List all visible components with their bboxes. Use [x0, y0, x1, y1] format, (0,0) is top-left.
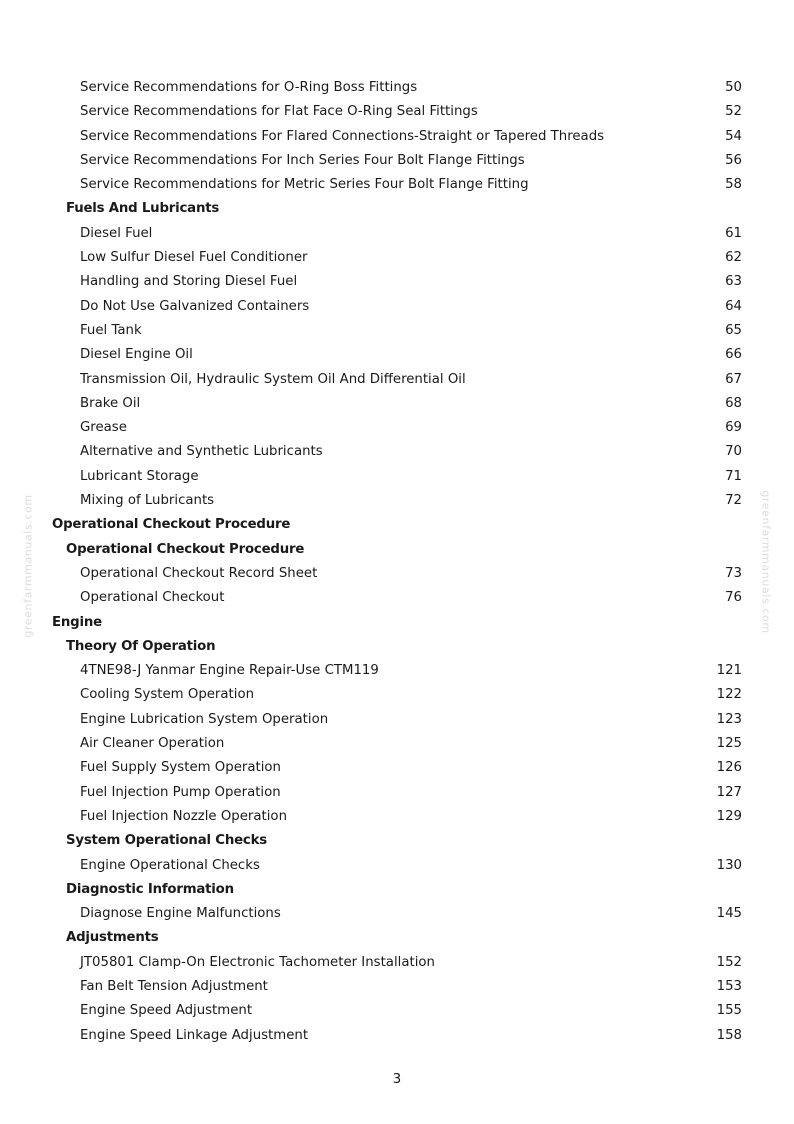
toc-entry-page-number: 155 — [716, 1003, 742, 1019]
toc-entry-label: Operational Checkout Procedure — [66, 541, 305, 557]
toc-entry-page-number: 64 — [725, 298, 742, 314]
toc-entry-label: Alternative and Synthetic Lubricants — [80, 444, 323, 460]
toc-entry-label: Service Recommendations for Metric Series Four Bolt Flange Fitting — [80, 177, 529, 193]
toc-entry-label: Engine Operational Checks — [80, 857, 260, 873]
toc-entry[interactable] — [0, 756, 794, 780]
toc-entry-label: Operational Checkout Record Sheet — [80, 565, 318, 581]
toc-entry-label: Fuel Injection Nozzle Operation — [80, 808, 287, 824]
toc-entry-page-number: 76 — [725, 590, 742, 606]
toc-section-heading[interactable] — [0, 611, 794, 635]
toc-section-heading[interactable] — [0, 513, 794, 537]
toc-entry-page-number: 61 — [725, 225, 742, 241]
toc-entry-label: Diagnostic Information — [66, 881, 234, 897]
toc-entry-label: Fan Belt Tension Adjustment — [80, 978, 268, 994]
toc-subsection-heading[interactable] — [0, 926, 794, 950]
toc-entry-label: Transmission Oil, Hydraulic System Oil And Differential Oil — [80, 371, 466, 387]
toc-entry[interactable] — [0, 465, 794, 489]
toc-entry[interactable] — [0, 295, 794, 319]
toc-entry-label: Brake Oil — [80, 395, 141, 411]
toc-entry-page-number: 54 — [725, 128, 742, 144]
toc-entry[interactable] — [0, 392, 794, 416]
toc-entry-label: Air Cleaner Operation — [80, 736, 225, 752]
toc-entry-page-number: 72 — [725, 493, 742, 509]
toc-entry-page-number: 68 — [725, 395, 742, 411]
toc-entry-label: Fuel Supply System Operation — [80, 760, 281, 776]
toc-entry-label: Engine Speed Adjustment — [80, 1003, 253, 1019]
toc-entry-page-number: 62 — [725, 250, 742, 266]
toc-entry-label: System Operational Checks — [66, 833, 267, 849]
toc-entry-label: Service Recommendations For Inch Series Four Bolt Flange Fittings — [80, 152, 525, 168]
toc-entry-page-number: 56 — [725, 152, 742, 168]
toc-subsection-heading[interactable] — [0, 878, 794, 902]
toc-entry[interactable] — [0, 951, 794, 975]
toc-entry[interactable] — [0, 999, 794, 1023]
toc-entry-page-number: 58 — [725, 177, 742, 193]
toc-entry-label: Service Recommendations For Flared Connections-Straight or Tapered Threads — [80, 128, 605, 144]
toc-entry[interactable] — [0, 732, 794, 756]
toc-subsection-heading[interactable] — [0, 829, 794, 853]
toc-entry-page-number: 158 — [716, 1027, 742, 1043]
toc-entry[interactable] — [0, 100, 794, 124]
toc-entry-label: Fuel Injection Pump Operation — [80, 784, 281, 800]
toc-entry-page-number: 73 — [725, 565, 742, 581]
toc-entry-label: Diagnose Engine Malfunctions — [80, 906, 281, 922]
toc-entry-label: Adjustments — [66, 930, 159, 946]
toc-entry-label: Fuel Tank — [80, 322, 142, 338]
toc-entry[interactable] — [0, 781, 794, 805]
toc-entry-label: Engine — [52, 614, 102, 630]
toc-entry[interactable] — [0, 854, 794, 878]
toc-entry-page-number: 126 — [716, 760, 742, 776]
toc-entry[interactable] — [0, 1024, 794, 1048]
toc-entry-page-number: 130 — [716, 857, 742, 873]
toc-entry-page-number: 70 — [725, 444, 742, 460]
toc-entry[interactable] — [0, 440, 794, 464]
toc-entry-page-number: 145 — [716, 906, 742, 922]
toc-entry[interactable] — [0, 368, 794, 392]
toc-entry-label: Operational Checkout — [80, 590, 225, 606]
toc-entry-label: Do Not Use Galvanized Containers — [80, 298, 310, 314]
page-number: 3 — [392, 1072, 402, 1087]
toc-entry[interactable] — [0, 416, 794, 440]
toc-entry-label: Cooling System Operation — [80, 687, 255, 703]
toc-entry-page-number: 122 — [716, 687, 742, 703]
toc-entry[interactable] — [0, 659, 794, 683]
toc-entry[interactable] — [0, 562, 794, 586]
toc-entry-label: Diesel Engine Oil — [80, 347, 193, 363]
toc-entry-page-number: 129 — [716, 808, 742, 824]
toc-subsection-heading[interactable] — [0, 635, 794, 659]
toc-entry-label: 4TNE98-J Yanmar Engine Repair-Use CTM119 — [80, 663, 379, 679]
toc-entry-page-number: 71 — [725, 468, 742, 484]
toc-entry-page-number: 50 — [725, 80, 742, 95]
toc-entry-page-number: 121 — [716, 663, 742, 679]
watermark-left: greenfarmmanuals.com — [21, 494, 35, 638]
toc-entry-page-number: 127 — [716, 784, 742, 800]
toc-entry-page-number: 63 — [725, 274, 742, 290]
toc-entry-page-number: 65 — [725, 322, 742, 338]
toc-entry[interactable] — [0, 222, 794, 246]
toc-entry-label: Service Recommendations for O-Ring Boss Fittings — [80, 80, 418, 95]
toc-entry-page-number: 67 — [725, 371, 742, 387]
toc-entry-label: JT05801 Clamp-On Electronic Tachometer Installation — [80, 954, 435, 970]
toc-entry[interactable] — [0, 683, 794, 707]
toc-entry[interactable] — [0, 489, 794, 513]
toc-entry[interactable] — [0, 270, 794, 294]
table-of-contents — [0, 76, 794, 1048]
watermark-right: greenfarmmanuals.com — [759, 490, 773, 634]
toc-entry-label: Engine Speed Linkage Adjustment — [80, 1027, 309, 1043]
toc-entry[interactable] — [0, 902, 794, 926]
toc-entry-label: Low Sulfur Diesel Fuel Conditioner — [80, 250, 308, 266]
toc-entry-label: Operational Checkout Procedure — [52, 517, 291, 533]
toc-entry-label: Mixing of Lubricants — [80, 493, 215, 509]
toc-entry[interactable] — [0, 975, 794, 999]
toc-subsection-heading[interactable] — [0, 197, 794, 221]
toc-entry-label: Grease — [80, 420, 127, 436]
toc-entry-label: Diesel Fuel — [80, 225, 153, 241]
toc-entry[interactable] — [0, 586, 794, 610]
toc-entry-label: Handling and Storing Diesel Fuel — [80, 274, 298, 290]
toc-entry-page-number: 153 — [716, 978, 742, 994]
toc-entry[interactable] — [0, 805, 794, 829]
toc-entry[interactable] — [0, 246, 794, 270]
toc-entry-page-number: 123 — [716, 711, 742, 727]
toc-entry[interactable] — [0, 173, 794, 197]
toc-entry-label: Engine Lubrication System Operation — [80, 711, 329, 727]
toc-entry[interactable] — [0, 708, 794, 732]
toc-entry-page-number: 69 — [725, 420, 742, 436]
toc-entry-page-number: 66 — [725, 347, 742, 363]
toc-entry-label: Fuels And Lubricants — [66, 201, 220, 217]
toc-entry-label: Service Recommendations for Flat Face O-Ring Seal Fittings — [80, 104, 478, 120]
toc-entry-page-number: 52 — [725, 104, 742, 120]
toc-entry[interactable] — [0, 319, 794, 343]
toc-entry[interactable] — [0, 76, 794, 100]
toc-entry-label: Theory Of Operation — [66, 638, 216, 654]
toc-entry[interactable] — [0, 149, 794, 173]
toc-subsection-heading[interactable] — [0, 538, 794, 562]
toc-entry[interactable] — [0, 125, 794, 149]
toc-entry[interactable] — [0, 343, 794, 367]
toc-entry-page-number: 125 — [716, 736, 742, 752]
toc-entry-page-number: 152 — [716, 954, 742, 970]
toc-entry-label: Lubricant Storage — [80, 468, 199, 484]
